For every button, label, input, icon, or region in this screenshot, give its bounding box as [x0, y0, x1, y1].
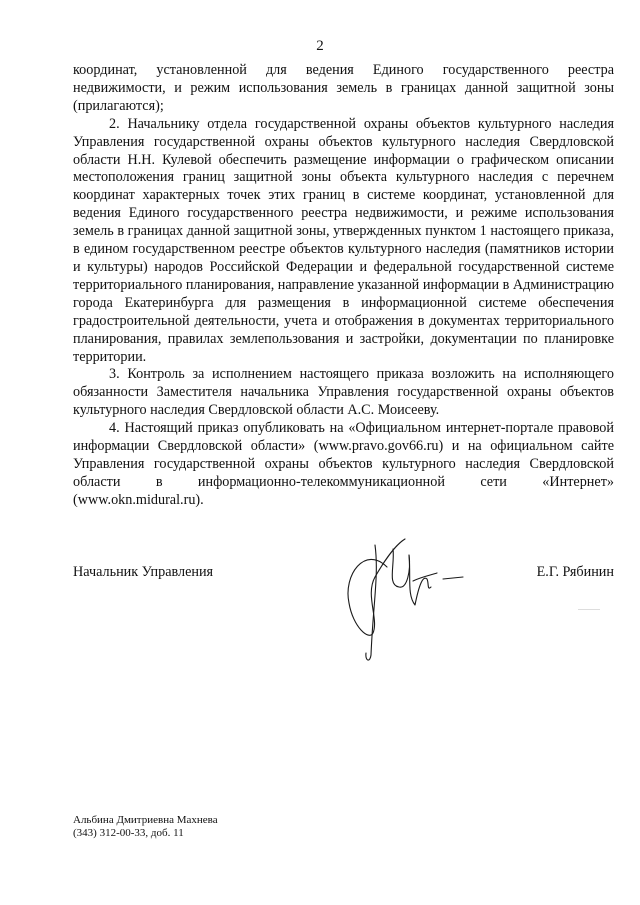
contact-phone: (343) 312-00-33, доб. 11: [73, 827, 184, 839]
page-number: 2: [316, 38, 324, 54]
paragraph-item-4: 4. Настоящий приказ опубликовать на «Официальном интернет-портале правовой информации Свердловской области» (www.pravo.gov66.ru) и на официальном сайте Управления государственной охраны объектов культурного наследия Свердловской области в информационно-телекоммуникационной сети «Интернет» (www.okn.midural.ru).: [73, 420, 614, 508]
document-body: [73, 62, 614, 510]
contact-name: Альбина Дмитриевна Махнева: [73, 814, 218, 826]
signatory-name: Е.Г. Рябинин: [536, 564, 614, 580]
divider-mark: [578, 609, 600, 610]
signatory-title: Начальник Управления: [73, 564, 214, 580]
paragraph-continuation: координат, установленной для ведения Единого государственного реестра недвижимости, и режим использования земель в границах данной защитной зоны (прилагаются);: [73, 62, 614, 114]
paragraph-item-3: 3. Контроль за исполнением настоящего приказа возложить на исполняющего обязанности Заместителя начальника Управления государственной охраны объектов культурного наследия Свердловской области А.С. Моисееву.: [73, 366, 614, 419]
paragraph-item-2: 2. Начальнику отдела государственной охраны объектов культурного наследия Управления государственной охраны объектов культурного наследия Свердловской области Н.Н. Кулевой обеспечить размещение информации о графическом описании местоположения границ защитной зоны объекта культурного наследия с перечнем координат характерных точек этих границ в системе координат, установленной для ведения Единого государственного реестра недвижимости, и режиме использования земель в границах данной защитной зоны, утвержденных пунктом 1 настоящего приказа, в едином государственном реестре объектов культурного наследия (памятников истории и культуры) народов Российской Федерации и федеральной государственной системе территориального планирования, направление указанной информации в Администрацию города Екатеринбурга для размещения в информационной системе обеспечения градостроительной деятельности, учета и отображения в документах территориального планирования, правилах землепользования и застройки, документации по планировке территории.: [73, 115, 614, 365]
contact-block: [73, 814, 218, 840]
handwritten-signature: [335, 515, 475, 665]
